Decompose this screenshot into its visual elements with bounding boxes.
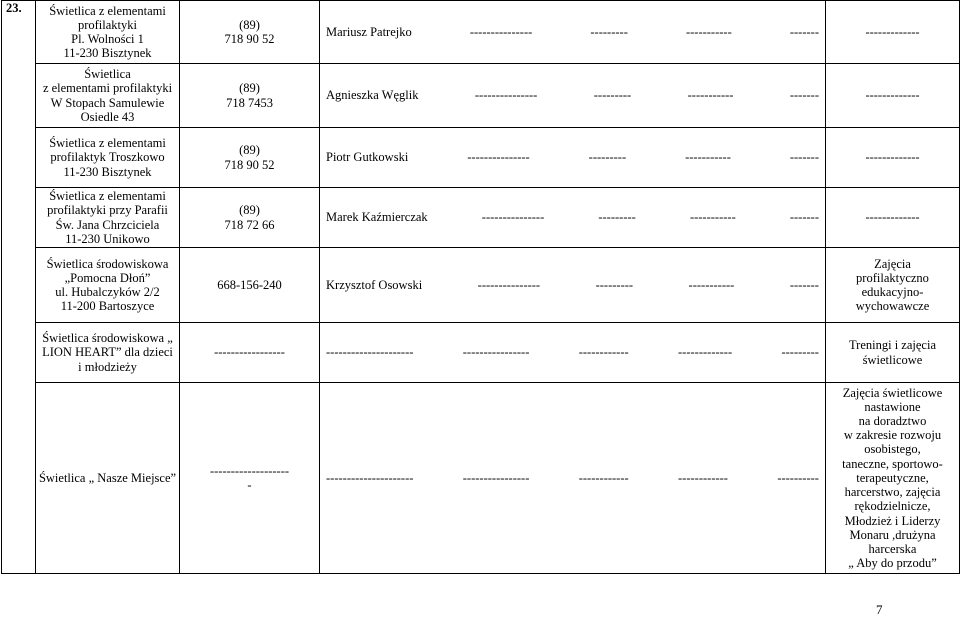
empty-field: ---------: [781, 345, 819, 360]
phone-line: (89): [239, 143, 260, 158]
empty-field: ---------: [598, 210, 636, 225]
offer-line: rękodzielnicze,: [854, 499, 931, 514]
offer-line: harcerska: [868, 541, 917, 556]
empty-field: ----------------: [462, 470, 530, 485]
phone-line: -----------------: [214, 345, 285, 360]
phone-line: -------------------: [209, 463, 290, 478]
place-line: Świetlica „ Nasze Miejsce”: [38, 470, 177, 485]
contact-person: ---------------------: [326, 470, 414, 485]
offer-line: nastawione: [864, 399, 921, 414]
place-cell: [36, 1, 180, 64]
phone-cell: [180, 248, 320, 323]
contact-cell: [320, 323, 826, 383]
place-cell: [36, 128, 180, 188]
place-line: Świetlica środowiskowa „: [42, 331, 173, 346]
offer-line: -------------: [865, 150, 920, 165]
empty-field: -------: [789, 88, 819, 103]
place-cell: [36, 323, 180, 383]
offer-line: Treningi i zajęcia: [848, 338, 936, 353]
phone-line: (89): [239, 17, 260, 32]
place-line: LION HEART” dla dzieci: [42, 345, 173, 360]
phone-cell: [180, 188, 320, 248]
place-cell: [36, 188, 180, 248]
contact-person: Marek Kaźmierczak: [326, 210, 428, 225]
offer-line: osobistego,: [864, 442, 921, 457]
offer-line: harcerstwo, zajęcia: [844, 485, 941, 500]
offer-cell: [826, 383, 960, 574]
empty-field: ---------------: [481, 210, 545, 225]
contact-person: ---------------------: [326, 345, 414, 360]
empty-field: ---------------: [469, 24, 533, 39]
table-row: [2, 64, 960, 128]
offer-cell: [826, 248, 960, 323]
phone-line: 668-156-240: [217, 277, 282, 292]
place-cell: [36, 64, 180, 128]
empty-field: ---------------: [467, 150, 530, 165]
place-line: Świetlica środowiskowa: [46, 256, 169, 271]
empty-field: ---------: [588, 150, 627, 165]
place-line: Osiedle 43: [80, 109, 135, 124]
offer-cell: [826, 128, 960, 188]
contact-cell: [320, 188, 826, 248]
empty-field: -----------: [685, 150, 731, 165]
place-line: 11-230 Bisztynek: [63, 46, 152, 61]
empty-field: -----------: [689, 210, 736, 225]
row-number: 23.: [2, 1, 36, 574]
table-row: [2, 323, 960, 383]
offer-cell: [826, 1, 960, 64]
contact-person: Piotr Gutkowski: [326, 150, 409, 165]
place-line: z elementami profilaktyki: [42, 81, 173, 96]
facilities-table: [1, 0, 960, 574]
offer-line: -------------: [865, 88, 920, 103]
place-line: i młodzieży: [78, 359, 137, 374]
offer-cell: [826, 64, 960, 128]
phone-line: 718 90 52: [224, 32, 275, 46]
place-line: 11-230 Bisztynek: [63, 164, 152, 179]
offer-line: edukacyjno-: [861, 285, 924, 299]
offer-line: Młodzież i Liderzy: [844, 513, 941, 528]
contact-cell: [320, 128, 826, 188]
empty-field: ----------------: [462, 345, 530, 360]
offer-line: terapeutyczne,: [856, 470, 929, 485]
phone-line: 718 72 66: [224, 217, 275, 232]
contact-cell: [320, 1, 826, 64]
contact-person: Mariusz Patrejko: [326, 24, 412, 39]
phone-cell: [180, 1, 320, 64]
offer-line: świetlicowe: [862, 352, 923, 367]
empty-field: ------------: [578, 470, 629, 485]
place-cell: [36, 248, 180, 323]
phone-line: 718 7453: [226, 95, 273, 110]
place-line: W Stopach Samulewie: [50, 95, 165, 110]
place-line: profilaktyk Troszkowo: [50, 150, 165, 165]
empty-field: ---------------: [477, 277, 541, 292]
phone-cell: [180, 383, 320, 574]
place-line: „Pomocna Dłoń”: [64, 270, 151, 285]
offer-line: wychowawcze: [855, 299, 930, 314]
table-row: [2, 248, 960, 323]
place-line: ul. Hubalczyków 2/2: [55, 285, 160, 299]
phone-cell: [180, 323, 320, 383]
offer-cell: [826, 323, 960, 383]
place-cell: [36, 383, 180, 574]
offer-line: Zajęcia świetlicowe: [842, 385, 943, 400]
place-line: 11-200 Bartoszyce: [60, 299, 155, 314]
place-line: Świetlica: [84, 67, 131, 82]
place-line: 11-230 Unikowo: [65, 231, 150, 246]
offer-line: -------------: [865, 24, 920, 39]
empty-field: ---------: [593, 88, 632, 103]
empty-field: -----------: [687, 88, 734, 103]
place-line: profilaktyki: [77, 17, 137, 32]
place-line: Św. Jana Chrzciciela: [55, 217, 160, 232]
page-number: 7: [876, 602, 883, 617]
phone-line: 718 90 52: [224, 157, 275, 172]
empty-field: ---------------: [474, 88, 538, 103]
place-line: profilaktyki przy Parafii: [47, 203, 168, 218]
empty-field: ---------: [590, 24, 628, 39]
offer-line: Monaru ,drużyna: [849, 527, 936, 542]
empty-field: -------: [789, 210, 819, 225]
place-line: Świetlica z elementami: [49, 189, 166, 204]
empty-field: -------: [789, 277, 819, 292]
phone-line: (89): [239, 203, 260, 218]
table-row: [2, 383, 960, 574]
empty-field: -------------: [678, 345, 733, 360]
empty-field: ---------: [595, 277, 634, 292]
empty-field: ----------: [777, 470, 819, 485]
empty-field: ------------: [678, 470, 728, 485]
table-row: [2, 188, 960, 248]
contact-cell: [320, 383, 826, 574]
table-row: [2, 1, 960, 64]
offer-line: -------------: [865, 210, 920, 225]
offer-line: „ Aby do przodu”: [848, 556, 937, 571]
offer-line: na doradztwo: [858, 414, 927, 429]
table-row: [2, 128, 960, 188]
contact-person: Agnieszka Węglik: [326, 88, 419, 103]
empty-field: -------: [789, 150, 819, 165]
phone-line: (89): [239, 81, 260, 96]
offer-line: taneczne, sportowo-: [842, 456, 943, 471]
place-line: Świetlica z elementami: [49, 136, 166, 151]
contact-person: Krzysztof Osowski: [326, 277, 423, 292]
contact-cell: [320, 248, 826, 323]
contact-cell: [320, 64, 826, 128]
phone-line: -: [247, 478, 252, 492]
offer-cell: [826, 188, 960, 248]
empty-field: -----------: [688, 277, 735, 292]
phone-cell: [180, 128, 320, 188]
phone-cell: [180, 64, 320, 128]
offer-line: profilaktyczno: [856, 270, 929, 285]
offer-line: Zajęcia: [874, 256, 911, 271]
empty-field: ------------: [578, 345, 629, 360]
place-line: Świetlica z elementami: [49, 3, 166, 18]
offer-line: w zakresie rozwoju: [843, 428, 942, 443]
empty-field: -------: [789, 24, 819, 39]
place-line: Pl. Wolności 1: [71, 32, 144, 46]
empty-field: -----------: [685, 24, 732, 39]
